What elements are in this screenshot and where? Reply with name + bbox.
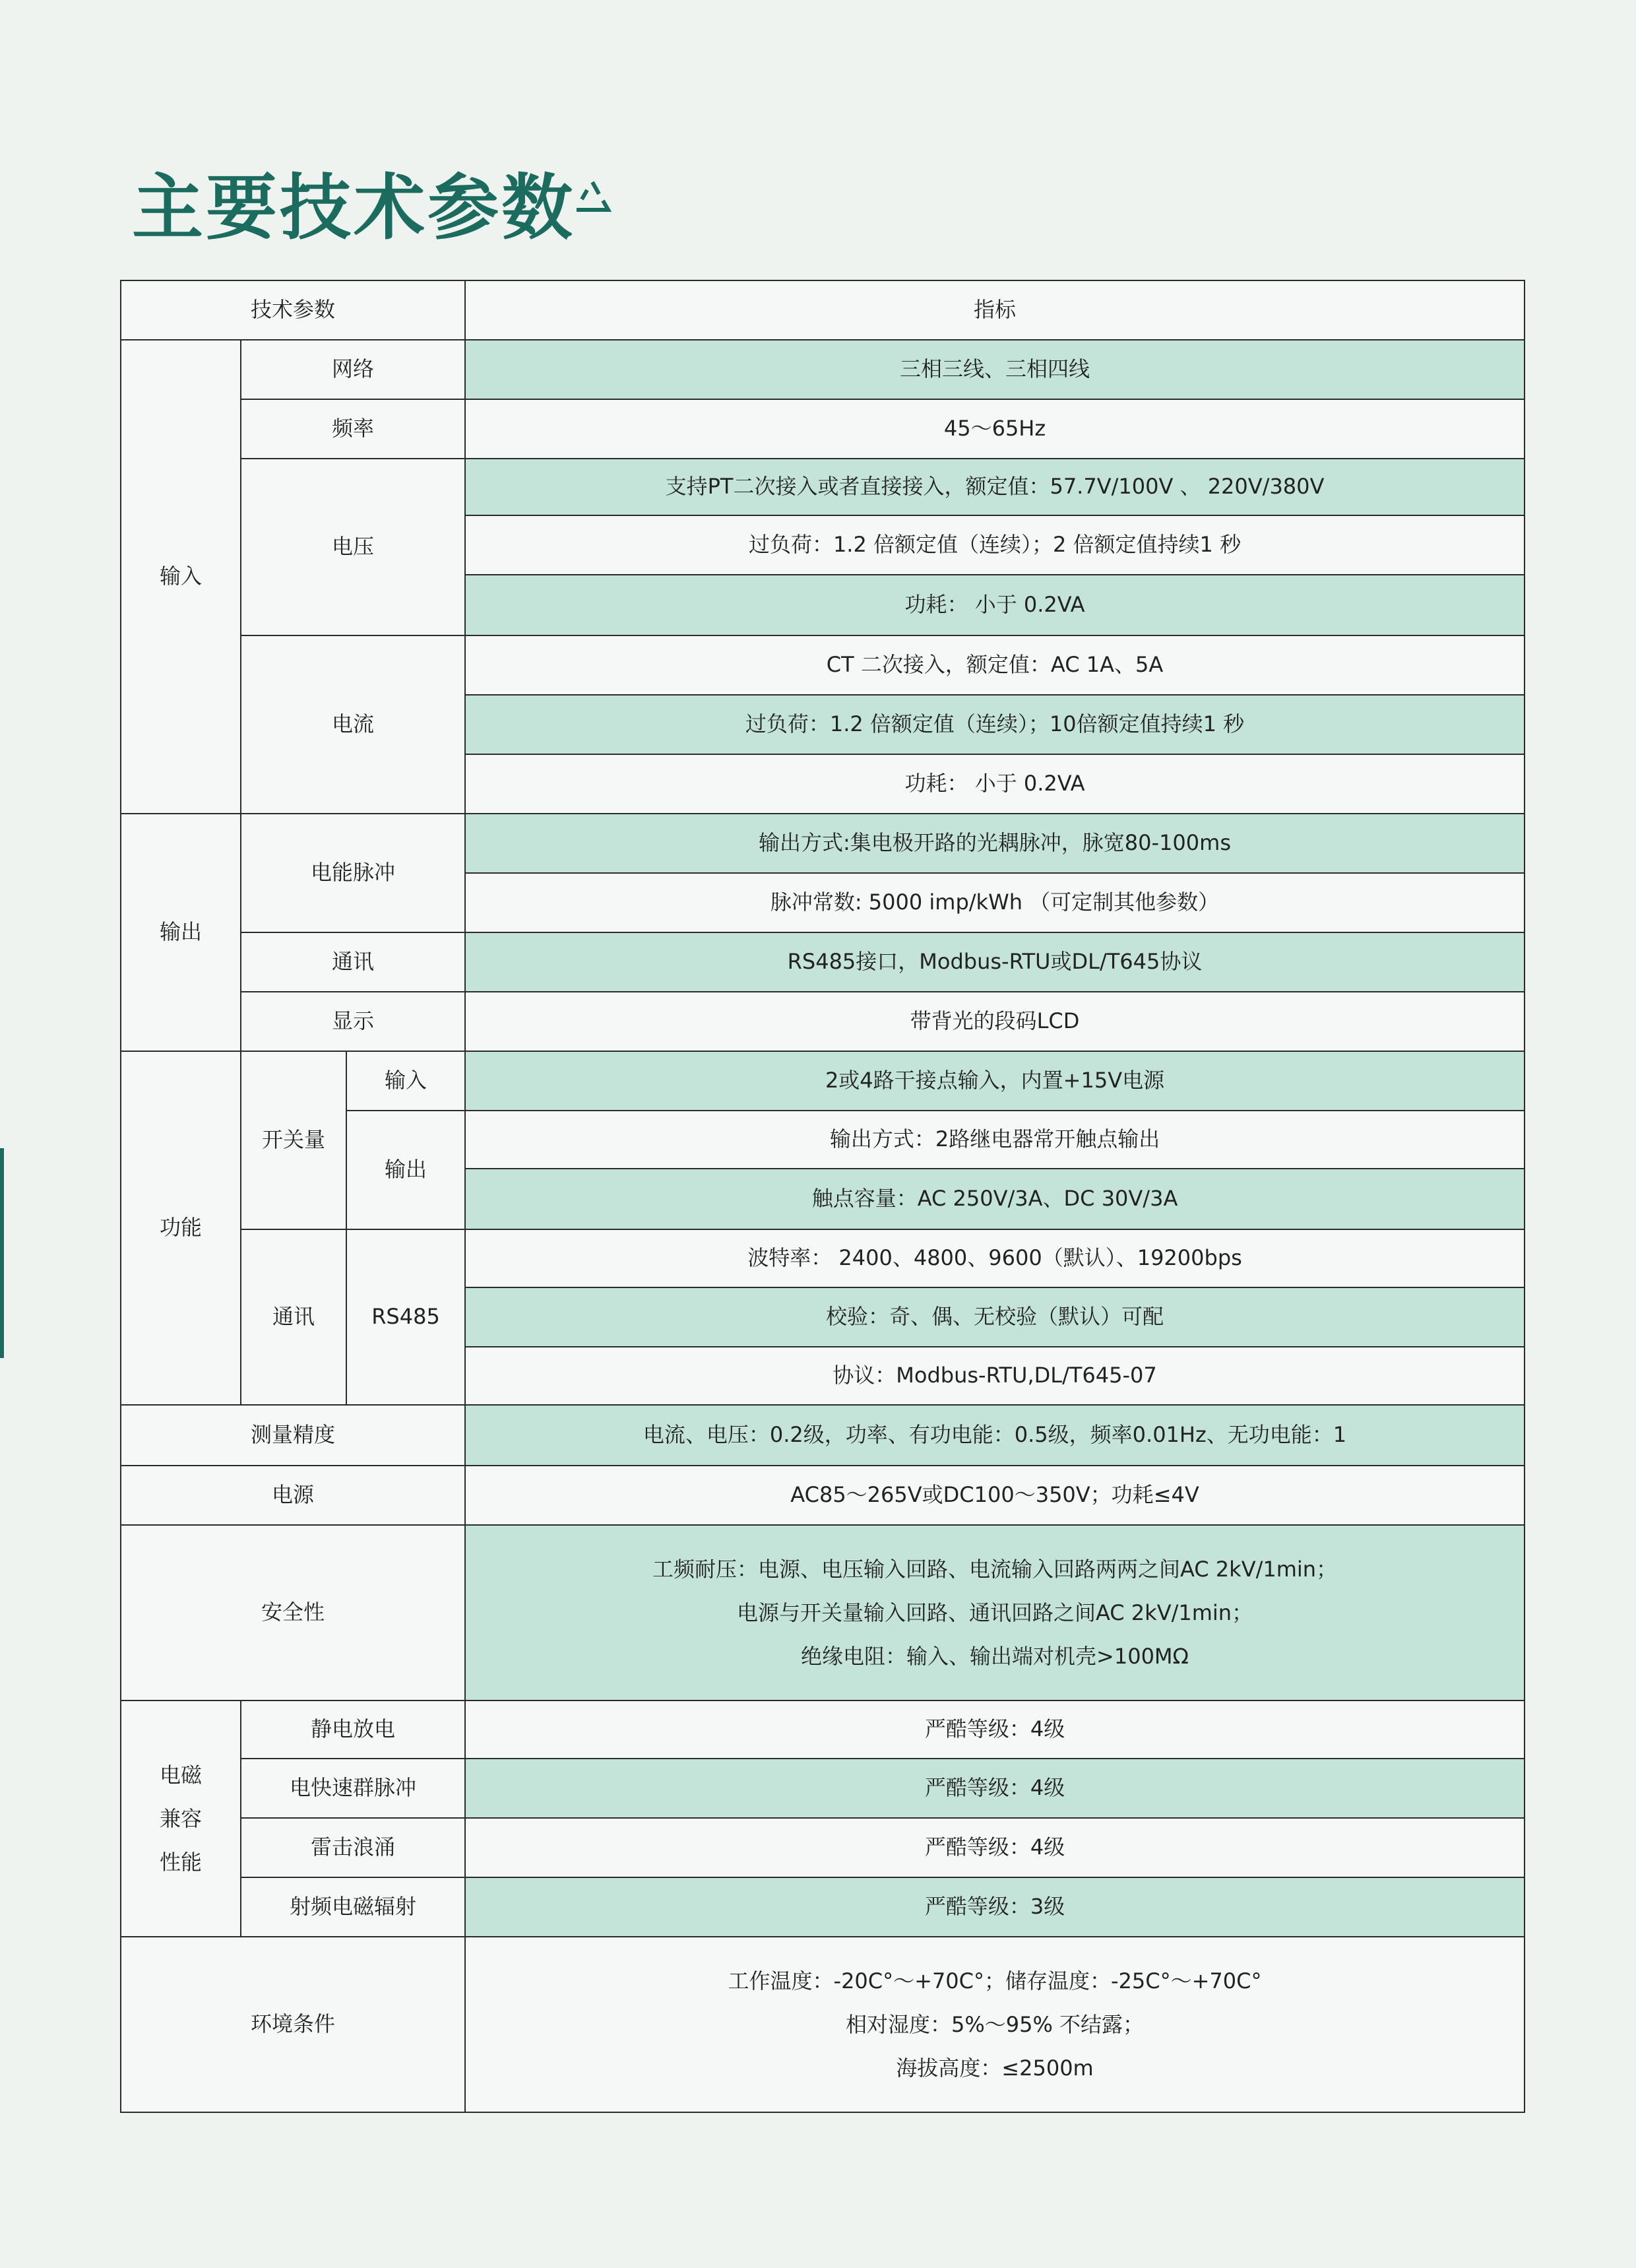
header-index: 指标 (465, 280, 1525, 340)
table-row (121, 459, 1525, 515)
network-label: 网络 (241, 340, 465, 399)
switch-output-label: 输出 (346, 1111, 465, 1229)
voltage-power-value: 功耗： 小于 0.2VA (465, 575, 1525, 635)
table-header-row (121, 280, 1525, 340)
rs485-label: RS485 (346, 1229, 465, 1405)
safety-label: 安全性 (121, 1525, 465, 1701)
accuracy-value: 电流、电压：0.2级，功率、有功电能：0.5级，频率0.01Hz、无功电能：1 (465, 1405, 1525, 1466)
table-row (121, 1877, 1525, 1937)
switch-label: 开关量 (241, 1051, 346, 1229)
group-emc-label (121, 1701, 241, 1937)
environment-line: 相对湿度：5%～95% 不结露； (845, 2012, 1145, 2037)
power-value: AC85～265V或DC100～350V；功耗≤4V (465, 1466, 1525, 1525)
table-row (121, 932, 1525, 992)
emc-label-line: 兼容 (159, 1806, 202, 1831)
current-rated-value: CT 二次接入，额定值：AC 1A、5A (465, 635, 1525, 695)
group-function-label: 功能 (121, 1051, 241, 1405)
side-accent-bar (0, 1148, 4, 1358)
table-row (121, 814, 1525, 873)
parity-value: 校验：奇、偶、无校验（默认）可配 (465, 1287, 1525, 1347)
display-label: 显示 (241, 992, 465, 1051)
accuracy-label: 测量精度 (121, 1405, 465, 1466)
environment-label: 环境条件 (121, 1937, 465, 2112)
switch-input-value: 2或4路干接点输入，内置+15V电源 (465, 1051, 1525, 1111)
spec-table (120, 280, 1525, 2113)
voltage-rated-value: 支持PT二次接入或者直接接入，额定值：57.7V/100V 、 220V/380V (465, 459, 1525, 515)
baud-rate-value: 波特率： 2400、4800、9600（默认）、19200bps (465, 1229, 1525, 1287)
function-comm-label: 通讯 (241, 1229, 346, 1405)
voltage-label: 电压 (241, 459, 465, 635)
protocol-value: 协议：Modbus-RTU,DL/T645-07 (465, 1347, 1525, 1405)
emc-label-line: 电磁 (159, 1763, 202, 1788)
safety-line: 电源与开关量输入回路、通讯回路之间AC 2kV/1min； (736, 1600, 1253, 1625)
table-row (121, 635, 1525, 695)
table-row (121, 1525, 1525, 1701)
rf-radiation-value: 严酷等级：3级 (465, 1877, 1525, 1937)
voltage-overload-value: 过负荷：1.2 倍额定值（连续）；2 倍额定值持续1 秒 (465, 515, 1525, 575)
network-value: 三相三线、三相四线 (465, 340, 1525, 399)
emc-label-line: 性能 (159, 1850, 202, 1875)
table-row (121, 992, 1525, 1051)
page-title: 主要技术参数 (132, 167, 576, 249)
table-row (121, 1051, 1525, 1111)
table-row (121, 1229, 1525, 1287)
table-row (121, 1701, 1525, 1759)
group-output-label: 输出 (121, 814, 241, 1051)
pulse-constant-value: 脉冲常数: 5000 imp/kWh （可定制其他参数） (465, 873, 1525, 932)
switch-output-mode-value: 输出方式：2路继电器常开触点输出 (465, 1111, 1525, 1169)
environment-value (465, 1937, 1525, 2112)
power-label: 电源 (121, 1466, 465, 1525)
switch-output-capacity-value: 触点容量：AC 250V/3A、DC 30V/3A (465, 1169, 1525, 1229)
switch-input-label: 输入 (346, 1051, 465, 1111)
header-param: 技术参数 (121, 280, 465, 340)
table-row (121, 1759, 1525, 1818)
table-row (121, 1818, 1525, 1877)
environment-line: 工作温度：-20C°～+70C°；储存温度：-25C°～+70C° (728, 1968, 1262, 1993)
output-comm-value: RS485接口，Modbus-RTU或DL/T645协议 (465, 932, 1525, 992)
pulse-label: 电能脉冲 (241, 814, 465, 932)
eft-value: 严酷等级：4级 (465, 1759, 1525, 1818)
rf-radiation-label: 射频电磁辐射 (241, 1877, 465, 1937)
frequency-value: 45～65Hz (465, 399, 1525, 459)
safety-line: 绝缘电阻：输入、输出端对机壳>100MΩ (801, 1644, 1189, 1669)
decorative-triangle-icon (573, 179, 612, 216)
current-power-value: 功耗： 小于 0.2VA (465, 754, 1525, 814)
esd-value: 严酷等级：4级 (465, 1701, 1525, 1759)
table-row (121, 1937, 1525, 2112)
esd-label: 静电放电 (241, 1701, 465, 1759)
output-comm-label: 通讯 (241, 932, 465, 992)
safety-value (465, 1525, 1525, 1701)
environment-line: 海拔高度：≤2500m (896, 2056, 1094, 2081)
surge-value: 严酷等级：4级 (465, 1818, 1525, 1877)
surge-label: 雷击浪涌 (241, 1818, 465, 1877)
safety-line: 工频耐压：电源、电压输入回路、电流输入回路两两之间AC 2kV/1min； (652, 1557, 1338, 1582)
table-row (121, 399, 1525, 459)
frequency-label: 频率 (241, 399, 465, 459)
pulse-mode-value: 输出方式:集电极开路的光耦脉冲，脉宽80-100ms (465, 814, 1525, 873)
eft-label: 电快速群脉冲 (241, 1759, 465, 1818)
table-row (121, 1405, 1525, 1466)
display-value: 带背光的段码LCD (465, 992, 1525, 1051)
table-row (121, 1466, 1525, 1525)
table-row (121, 340, 1525, 399)
group-input-label: 输入 (121, 340, 241, 814)
current-overload-value: 过负荷：1.2 倍额定值（连续）；10倍额定值持续1 秒 (465, 695, 1525, 754)
current-label: 电流 (241, 635, 465, 814)
